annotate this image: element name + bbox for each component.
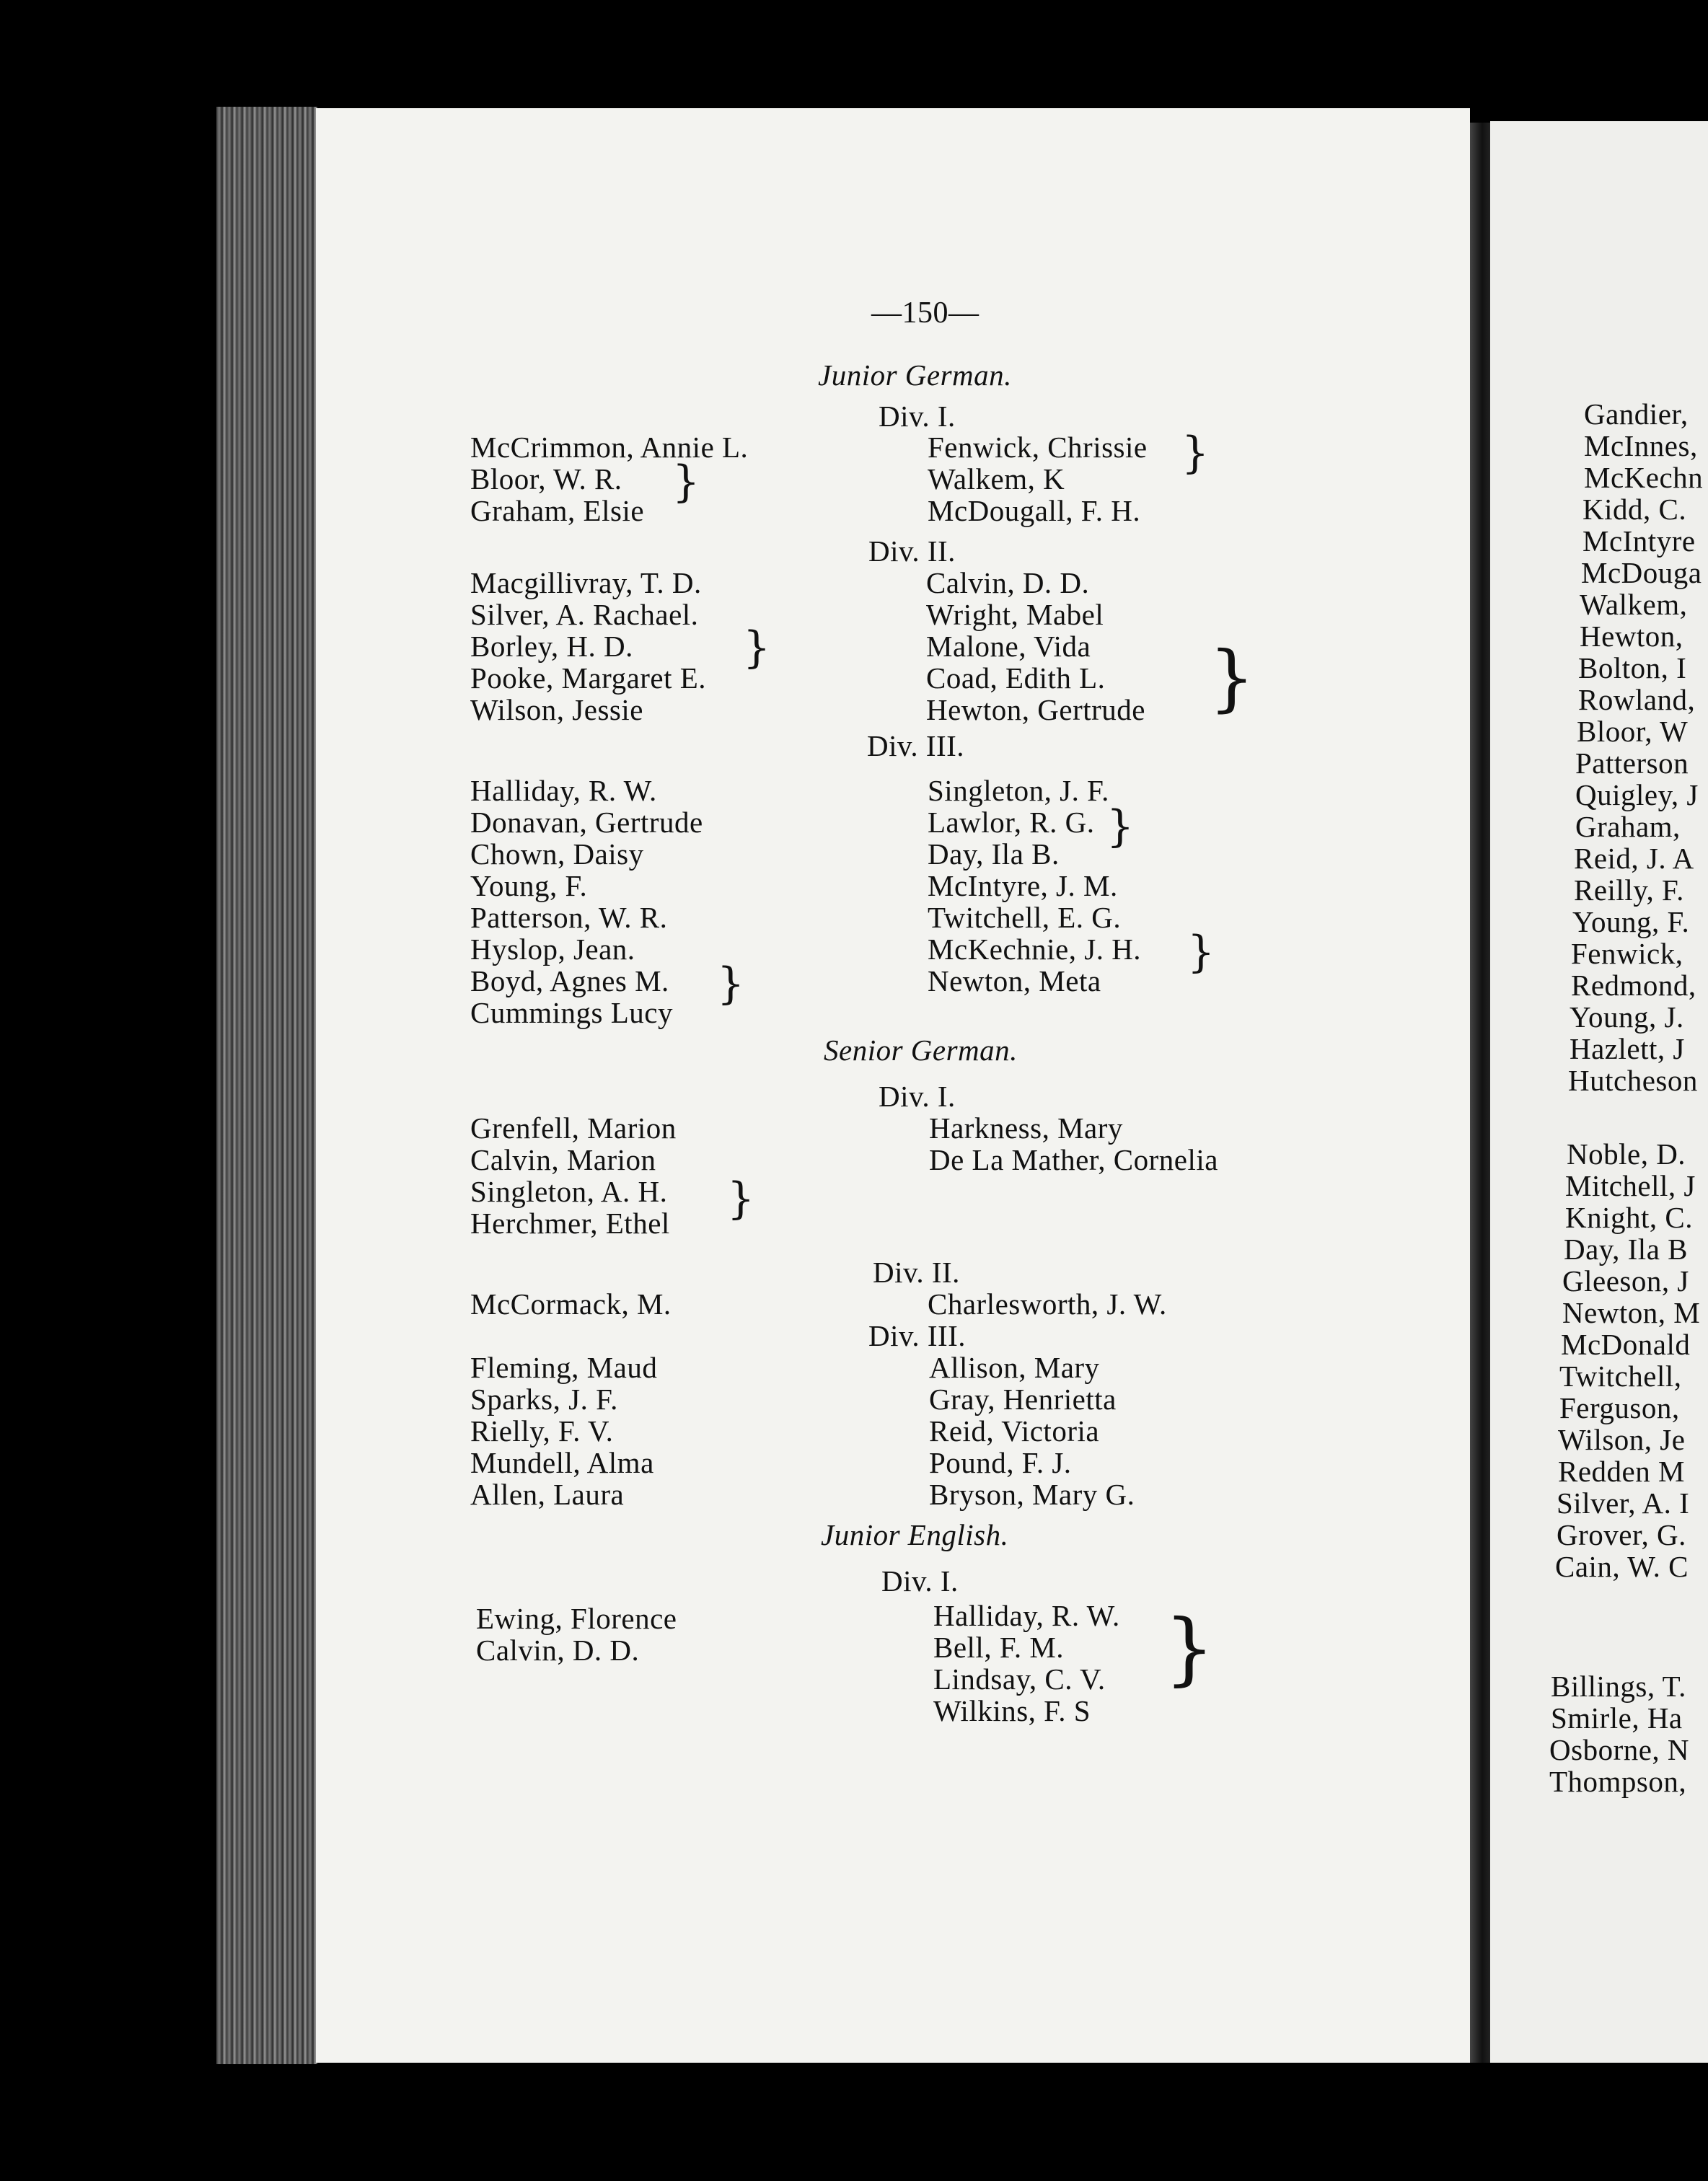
list-item: Day, Ila B [1564, 1233, 1688, 1266]
list-item: Macgillivray, T. D. [470, 566, 702, 599]
list-item: Cain, W. C [1555, 1550, 1689, 1583]
list-item: Cummings Lucy [470, 996, 673, 1029]
brace: } [743, 622, 771, 673]
brace: } [1187, 927, 1215, 977]
division-label: Div. I. [879, 400, 956, 433]
list-item: Herchmer, Ethel [470, 1207, 670, 1240]
list-item: Newton, Meta [928, 964, 1101, 997]
division-label: Div. III. [867, 729, 965, 762]
list-item: Billings, T. [1551, 1670, 1686, 1703]
list-item: Singleton, A. H. [470, 1175, 668, 1208]
list-item: Boyd, Agnes M. [470, 964, 669, 997]
list-item: Bolton, I [1578, 651, 1687, 684]
list-item: Borley, H. D. [470, 630, 633, 663]
list-item: Knight, C. [1565, 1201, 1693, 1234]
list-item: Bloor, W. R. [470, 462, 622, 495]
list-item: Patterson [1575, 746, 1689, 780]
list-item: Singleton, J. F. [928, 774, 1109, 807]
brace: } [717, 959, 745, 1009]
book-page-edges [216, 107, 317, 2064]
list-item: Hewton, Gertrude [926, 693, 1146, 726]
list-item: Rielly, F. V. [470, 1414, 614, 1448]
list-item: Grenfell, Marion [470, 1111, 677, 1145]
list-item: Harkness, Mary [929, 1111, 1123, 1145]
list-item: Gleeson, J [1562, 1264, 1689, 1297]
list-item: Mundell, Alma [470, 1446, 654, 1479]
list-item: Ferguson, [1559, 1391, 1680, 1424]
list-item: Halliday, R. W. [470, 774, 657, 807]
list-item: McDougall, F. H. [928, 494, 1141, 527]
list-item: Walkem, K [928, 462, 1065, 495]
list-item: McDouga [1581, 556, 1702, 589]
list-item: McKechn [1584, 461, 1704, 494]
list-item: Patterson, W. R. [470, 901, 668, 934]
section-heading-junior-english: Junior English. [821, 1518, 1009, 1551]
list-item: Halliday, R. W. [933, 1599, 1120, 1632]
list-item: Silver, A. I [1557, 1486, 1690, 1520]
list-item: Reid, J. A [1574, 842, 1694, 875]
brace: } [672, 457, 700, 507]
brace: } [1181, 428, 1210, 478]
list-item: Calvin, D. D. [476, 1634, 640, 1667]
list-item: Kidd, C. [1582, 493, 1687, 526]
list-item: Pound, F. J. [929, 1446, 1072, 1479]
list-item: McDonald [1561, 1328, 1691, 1361]
list-item: Sparks, J. F. [470, 1383, 618, 1416]
list-item: Wilson, Jessie [470, 693, 643, 726]
list-item: Grover, G. [1557, 1518, 1686, 1551]
list-item: Pooke, Margaret E. [470, 661, 707, 695]
list-item: Wilkins, F. S [933, 1694, 1091, 1727]
list-item: Reilly, F. [1574, 873, 1684, 907]
list-item: Bloor, W [1577, 715, 1689, 748]
book-gutter [1470, 123, 1490, 2063]
list-item: Young, F. [470, 869, 588, 902]
list-item: Hazlett, J [1570, 1032, 1685, 1065]
division-label: Div. I. [879, 1080, 956, 1113]
list-item: Charlesworth, J. W. [928, 1287, 1167, 1321]
list-item: Allen, Laura [470, 1478, 625, 1511]
list-item: Thompson, [1549, 1765, 1687, 1798]
list-item: Chown, Daisy [470, 837, 644, 871]
list-item: Walkem, [1580, 588, 1688, 621]
list-item: Silver, A. Rachael. [470, 598, 699, 631]
list-item: De La Mather, Cornelia [929, 1143, 1218, 1176]
list-item: Young, F. [1572, 905, 1690, 938]
list-item: Redden M [1558, 1455, 1685, 1488]
list-item: Lawlor, R. G. [928, 806, 1095, 839]
list-item: Allison, Mary [929, 1351, 1100, 1384]
division-label: Div. III. [868, 1319, 967, 1352]
list-item: Bryson, Mary G. [929, 1478, 1135, 1511]
brace: } [727, 1173, 755, 1224]
list-item: Gandier, [1584, 397, 1689, 431]
list-item: Donavan, Gertrude [470, 806, 703, 839]
list-item: Mitchell, J [1565, 1169, 1696, 1202]
division-label: Div. I. [881, 1564, 959, 1598]
list-item: Calvin, Marion [470, 1143, 656, 1176]
list-item: McIntyre [1582, 524, 1696, 558]
list-item: Noble, D. [1567, 1137, 1686, 1171]
division-label: Div. II. [868, 534, 956, 568]
list-item: Malone, Vida [926, 630, 1091, 663]
list-item: Hewton, [1580, 620, 1683, 653]
brace: } [1209, 635, 1255, 720]
list-item: Redmond, [1571, 969, 1696, 1002]
list-item: Young, J. [1570, 1000, 1684, 1034]
right-page [1490, 121, 1708, 2063]
list-item: Hyslop, Jean. [470, 933, 635, 966]
list-item: Graham, [1575, 810, 1681, 843]
left-page [316, 108, 1470, 2063]
list-item: McCormack, M. [470, 1287, 672, 1321]
list-item: Rowland, [1578, 683, 1696, 716]
list-item: Fenwick, Chrissie [928, 431, 1148, 464]
division-label: Div. II. [873, 1256, 960, 1289]
list-item: Wilson, Je [1558, 1423, 1686, 1456]
list-item: Fenwick, [1571, 937, 1683, 970]
list-item: McKechnie, J. H. [928, 933, 1142, 966]
list-item: Twitchell, [1559, 1360, 1682, 1393]
list-item: Lindsay, C. V. [933, 1662, 1106, 1696]
list-item: Reid, Victoria [929, 1414, 1100, 1448]
list-item: Bell, F. M. [933, 1631, 1065, 1664]
list-item: Hutcheson [1568, 1064, 1698, 1097]
list-item: Day, Ila B. [928, 837, 1060, 871]
list-item: Newton, M [1562, 1296, 1701, 1329]
section-heading-junior-german: Junior German. [818, 358, 1012, 392]
list-item: McInnes, [1584, 429, 1698, 462]
list-item: Osborne, N [1549, 1733, 1690, 1766]
list-item: Quigley, J [1575, 778, 1699, 811]
list-item: Gray, Henrietta [929, 1383, 1117, 1416]
list-item: Graham, Elsie [470, 494, 645, 527]
page-number: —150— [871, 296, 980, 330]
list-item: Calvin, D. D. [926, 566, 1090, 599]
brace: } [1164, 1602, 1215, 1694]
brace: } [1106, 801, 1135, 852]
list-item: Smirle, Ha [1551, 1701, 1683, 1735]
section-heading-senior-german: Senior German. [824, 1034, 1018, 1067]
list-item: Coad, Edith L. [926, 661, 1106, 695]
list-item: McIntyre, J. M. [928, 869, 1118, 902]
list-item: McCrimmon, Annie L. [470, 431, 749, 464]
list-item: Twitchell, E. G. [928, 901, 1122, 934]
list-item: Fleming, Maud [470, 1351, 658, 1384]
list-item: Wright, Mabel [926, 598, 1104, 631]
list-item: Ewing, Florence [476, 1602, 677, 1635]
